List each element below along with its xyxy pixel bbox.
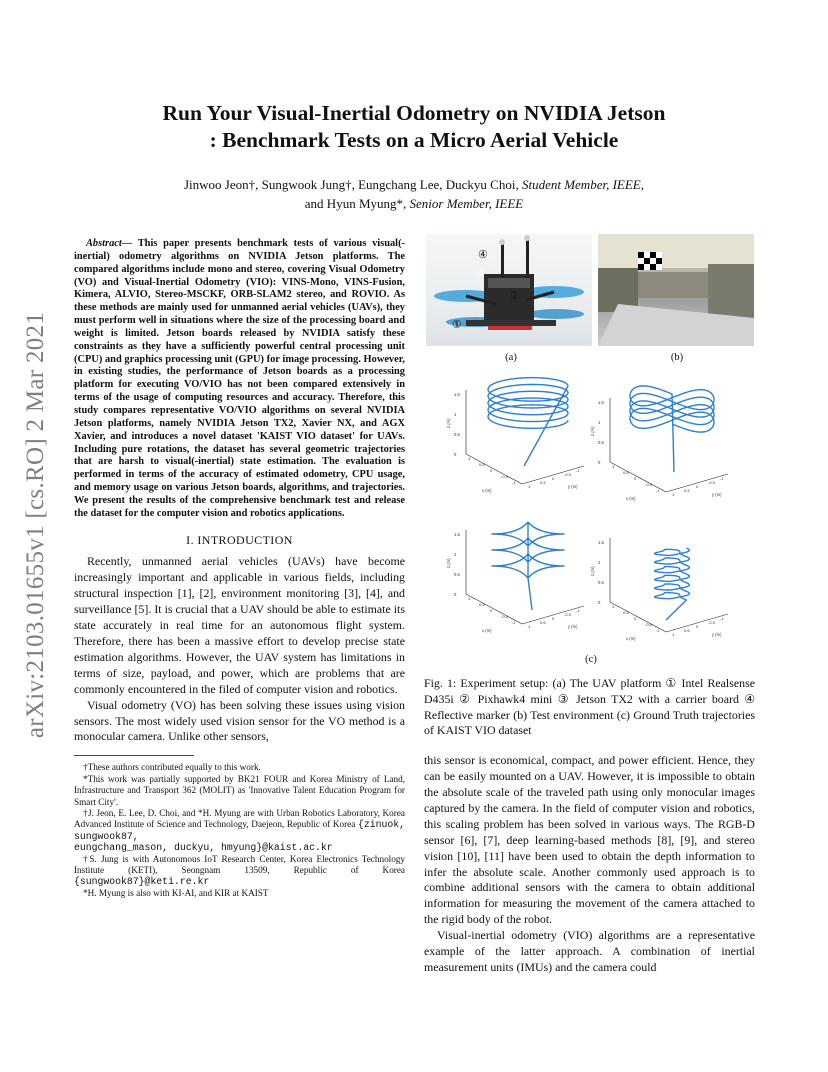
z-tick-label: 0 bbox=[598, 600, 601, 605]
x-tick-label: 0 bbox=[490, 608, 493, 613]
arxiv-id: arXiv:2103.01655v1 [cs.RO] 2 Mar 2021 bbox=[22, 311, 49, 739]
checkerboard bbox=[638, 252, 662, 270]
plot-axes bbox=[466, 530, 584, 624]
footnote-keti-email: {sungwook87}@keti.re.kr bbox=[74, 876, 210, 888]
y-axis-label: y (m) bbox=[712, 632, 722, 637]
trajectory-plot-4 bbox=[590, 528, 746, 646]
figure-label-c: (c) bbox=[585, 654, 597, 665]
y-tick-label: -1 bbox=[576, 608, 580, 613]
y-tick-label: 0 bbox=[552, 476, 555, 481]
trajectory-plot-3 bbox=[446, 520, 602, 638]
footnote-affiliation-keti bbox=[74, 854, 405, 888]
trajectory-line bbox=[655, 548, 690, 620]
abstract bbox=[74, 238, 405, 521]
trajectory-line bbox=[488, 378, 568, 466]
y-tick-label: 1 bbox=[528, 484, 531, 489]
x-tick-label: -0.5 bbox=[645, 482, 652, 487]
title-line-1: Run Your Visual-Inertial Odometry on NVIDIA Jetson bbox=[162, 101, 666, 125]
x-tick-label: -1 bbox=[656, 628, 660, 633]
footnote-kaist-text: †J. Jeon, E. Lee, D. Choi, and *H. Myung are with Urban Robotics Laboratory, Korea Advanced Institute of Science and Technology, Daejeon, Republic of Korea bbox=[74, 807, 405, 830]
abstract-label: Abstract— bbox=[86, 238, 133, 249]
z-tick-label: 0.5 bbox=[454, 572, 460, 577]
x-tick-label: -0.5 bbox=[501, 614, 508, 619]
x-tick-label: 1 bbox=[468, 596, 471, 601]
x-tick-label: -1 bbox=[656, 488, 660, 493]
x-tick-label: -1 bbox=[512, 480, 516, 485]
marker-2: ② bbox=[510, 290, 520, 302]
x-axis-label: x (m) bbox=[626, 636, 636, 641]
y-axis-label: y (m) bbox=[712, 492, 722, 497]
footnote-kaist-emails-1: {zinuok, sungwook87, bbox=[74, 819, 405, 842]
title-line-2: : Benchmark Tests on a Micro Aerial Vehicle bbox=[209, 128, 619, 152]
y-axis-label: y (m) bbox=[568, 484, 578, 489]
z-tick-label: 1.5 bbox=[454, 392, 460, 397]
y-tick-label: 0 bbox=[696, 484, 699, 489]
abstract-text: This paper presents benchmark tests of various visual(-inertial) odometry algorithms on NVIDIA Jetson platforms. The compared algorithms include mono and stereo, covering Visual Odometry (VO) and Visual-Inertial Odometry (VIO): VINS-Mono, VINS-Fusion, Kimera, ALVIO, Stereo-MSCKF, ORB-SLAM2 stereo, and ROVIO. As these methods are mainly used for unmanned aerial vehicles (UAVs), they must perform well in situations where the size of the processing board and weight is limited. Jetson boards released by NVIDIA satisfy these constraints as they have a sufficiently powerful central processing unit (CPU) and graphics processing unit (GPU) for image processing. However, in existing studies, the performance of Jetson boards as a processing platform for executing VO/VIO has not been compared extensively in terms of the usage of computing resources and accuracy. Therefore, this study compares representative VO/VIO algorithms on several NVIDIA Jetson platforms, namely NVIDIA Jetson TX2, Xavier NX, and AGX Xavier, and introduces a novel dataset 'KAIST VIO dataset' for UAVs. Including pure rotations, the dataset has several geometric trajectories that are harsh to visual(-inertial) state estimation. The evaluation is performed in terms of the accuracy of estimated odometry, CPU usage, and memory usage on various Jetson boards, algorithms, and trajectories. We present the results of the comprehensive benchmark test and release the dataset for the computer vision and robotics applications. bbox=[74, 238, 405, 519]
plot-axes bbox=[610, 398, 728, 492]
z-tick-label: 1.5 bbox=[598, 540, 604, 545]
figure-label-b: (b) bbox=[670, 352, 684, 363]
author-role-1: Student Member, IEEE, bbox=[521, 177, 644, 192]
y-tick-label: 1 bbox=[672, 492, 675, 497]
y-tick-label: -0.5 bbox=[564, 612, 571, 617]
z-tick-label: 0 bbox=[598, 460, 601, 465]
y-tick-label: -1 bbox=[720, 616, 724, 621]
x-tick-label: 1 bbox=[468, 456, 471, 461]
footnote-rule bbox=[74, 755, 194, 756]
y-tick-label: -1 bbox=[576, 468, 580, 473]
y-tick-label: 0.5 bbox=[684, 488, 690, 493]
y-tick-label: 0 bbox=[552, 616, 555, 621]
y-tick-label: -0.5 bbox=[708, 480, 715, 485]
x-tick-label: 1 bbox=[612, 604, 615, 609]
left-column bbox=[74, 238, 405, 899]
y-tick-label: 0 bbox=[696, 624, 699, 629]
z-tick-label: 0 bbox=[454, 592, 457, 597]
paper-title bbox=[100, 100, 728, 154]
x-tick-label: 0.5 bbox=[623, 470, 629, 475]
arxiv-stamp bbox=[22, 290, 50, 760]
z-tick-label: 1 bbox=[598, 560, 601, 565]
z-axis-label: z (m) bbox=[590, 426, 595, 436]
figure-caption: Fig. 1: Experiment setup: (a) The UAV platform ① Intel Realsense D435i ② Pixhawk4 mini ③ Jetson TX2 with a carrier board ④ Reflective marker (b) Test environment (c) Ground Truth trajectories of KAIST VIO dataset bbox=[424, 676, 755, 738]
author-line-2 bbox=[100, 195, 728, 214]
z-tick-label: 0.5 bbox=[598, 440, 604, 445]
z-tick-label: 0.5 bbox=[598, 580, 604, 585]
trajectory-plot-1 bbox=[446, 380, 602, 498]
y-tick-label: -0.5 bbox=[564, 472, 571, 477]
x-tick-label: 0.5 bbox=[479, 602, 485, 607]
right-paragraph-1: this sensor is economical, compact, and power efficient. Hence, they can be easily mounted on a UAV. However, it is impossible to obtain the absolute scale of the traveled path using only monocular images captured by the camera. In the field of computer vision and robotics, this scaling problem has been solved in various ways. The RGB-D sensor [6], [7], deep learning-based methods [8], [9], and stereo vision [10], [11] have been used to obtain the depth information to infer the absolute scale. Another commonly used approach is to combine additional sensors with the camera to obtain additional information for measuring the movement of the camera attached to the rigid body of the robot. bbox=[424, 753, 755, 927]
footnote-affiliation-kaist bbox=[74, 808, 405, 854]
intro-paragraph-2: Visual odometry (VO) has been solving these issues using vision sensors. The most widely used vision sensor for the VO method is a monocular camera. Unlike other sensors, bbox=[74, 697, 405, 744]
footnote-myung: *H. Myung is also with KI-AI, and KIR at KAIST bbox=[83, 887, 269, 898]
z-tick-label: 1 bbox=[454, 552, 457, 557]
marker-4: ④ bbox=[478, 249, 488, 261]
x-tick-label: 0 bbox=[634, 476, 637, 481]
x-tick-label: 0.5 bbox=[623, 610, 629, 615]
trajectory-line bbox=[630, 386, 714, 472]
x-tick-label: 0 bbox=[490, 468, 493, 473]
x-tick-label: 0 bbox=[634, 616, 637, 621]
z-tick-label: 1.5 bbox=[454, 532, 460, 537]
right-column bbox=[424, 676, 755, 976]
y-tick-label: -1 bbox=[720, 476, 724, 481]
y-tick-label: 0.5 bbox=[684, 628, 690, 633]
author-names-1: Jinwoo Jeon†, Sungwook Jung†, Eungchang Lee, Duckyu Choi, bbox=[184, 177, 519, 192]
intro-paragraph-1: Recently, unmanned aerial vehicles (UAVs) have become increasingly important and applicable in various fields, including structural inspection [1], [2], environment monitoring [3], [4], and surveillance [5]. It is crucial that a UAV should be able to estimate its state accurately in real time for an autonomous flight system. Therefore, there has been a massive effort to develop precise state estimation algorithms. However, the UAV system has limitations in terms of size, payload, and power, which are problems that are commonly encountered in the filed of computer vision and robotics. bbox=[74, 554, 405, 696]
x-axis-label: x (m) bbox=[626, 496, 636, 501]
z-tick-label: 1 bbox=[598, 420, 601, 425]
z-axis-label: z (m) bbox=[446, 418, 451, 428]
trajectory-line bbox=[492, 522, 564, 610]
author-block bbox=[100, 176, 728, 213]
y-tick-label: 0.5 bbox=[540, 480, 546, 485]
footnote-keti-text: †S. Jung is with Autonomous IoT Research Center, Korea Electronics Technology Institute (KETI), Seongnam 13509, Republic of Korea bbox=[74, 853, 405, 875]
y-axis-label: y (m) bbox=[568, 624, 578, 629]
y-tick-label: 1 bbox=[672, 632, 675, 637]
right-paragraph-2: Visual-inertial odometry (VIO) algorithms are a representative example of the latter approach. A combination of inertial measurement units (IMUs) and the camera could bbox=[424, 928, 755, 974]
test-environment-photo bbox=[598, 234, 754, 346]
trajectory-plot-2 bbox=[590, 388, 746, 506]
z-tick-label: 1.5 bbox=[598, 400, 604, 405]
footnote-equal-contribution: †These authors contributed equally to this work. bbox=[83, 762, 261, 773]
x-tick-label: -0.5 bbox=[501, 474, 508, 479]
z-axis-label: z (m) bbox=[446, 558, 451, 568]
x-tick-label: -0.5 bbox=[645, 622, 652, 627]
marker-3: ③ bbox=[476, 267, 486, 279]
marker-1: ① bbox=[452, 319, 462, 331]
z-axis-label: z (m) bbox=[590, 566, 595, 576]
y-tick-label: 1 bbox=[528, 624, 531, 629]
footnote-kaist-emails-2: eungchang_mason, duckyu, hmyung}@kaist.ac.kr bbox=[74, 842, 333, 854]
author-line-1 bbox=[100, 176, 728, 195]
z-tick-label: 1 bbox=[454, 412, 457, 417]
author-role-2: Senior Member, IEEE bbox=[409, 195, 524, 211]
figure-label-a: (a) bbox=[505, 352, 517, 363]
section-heading-introduction: I. INTRODUCTION bbox=[186, 532, 293, 547]
y-tick-label: 0.5 bbox=[540, 620, 546, 625]
x-tick-label: 1 bbox=[612, 464, 615, 469]
uav-drawing bbox=[426, 234, 592, 346]
author-names-2: and Hyun Myung*, bbox=[304, 195, 407, 211]
y-tick-label: -0.5 bbox=[708, 620, 715, 625]
z-tick-label: 0.5 bbox=[454, 432, 460, 437]
x-tick-label: -1 bbox=[512, 620, 516, 625]
x-tick-label: 0.5 bbox=[479, 462, 485, 467]
uav-platform-photo bbox=[426, 234, 592, 346]
z-tick-label: 0 bbox=[454, 452, 457, 457]
x-axis-label: x (m) bbox=[482, 488, 492, 493]
footnote-funding: *This work was partially supported by BK21 FOUR and Korea Ministry of Land, Infrastructure and Transport 362 (MOLIT) as 'Innovative Talent Education Program for Smart City'. bbox=[74, 773, 405, 807]
x-axis-label: x (m) bbox=[482, 628, 492, 633]
lab-drawing bbox=[598, 234, 754, 346]
